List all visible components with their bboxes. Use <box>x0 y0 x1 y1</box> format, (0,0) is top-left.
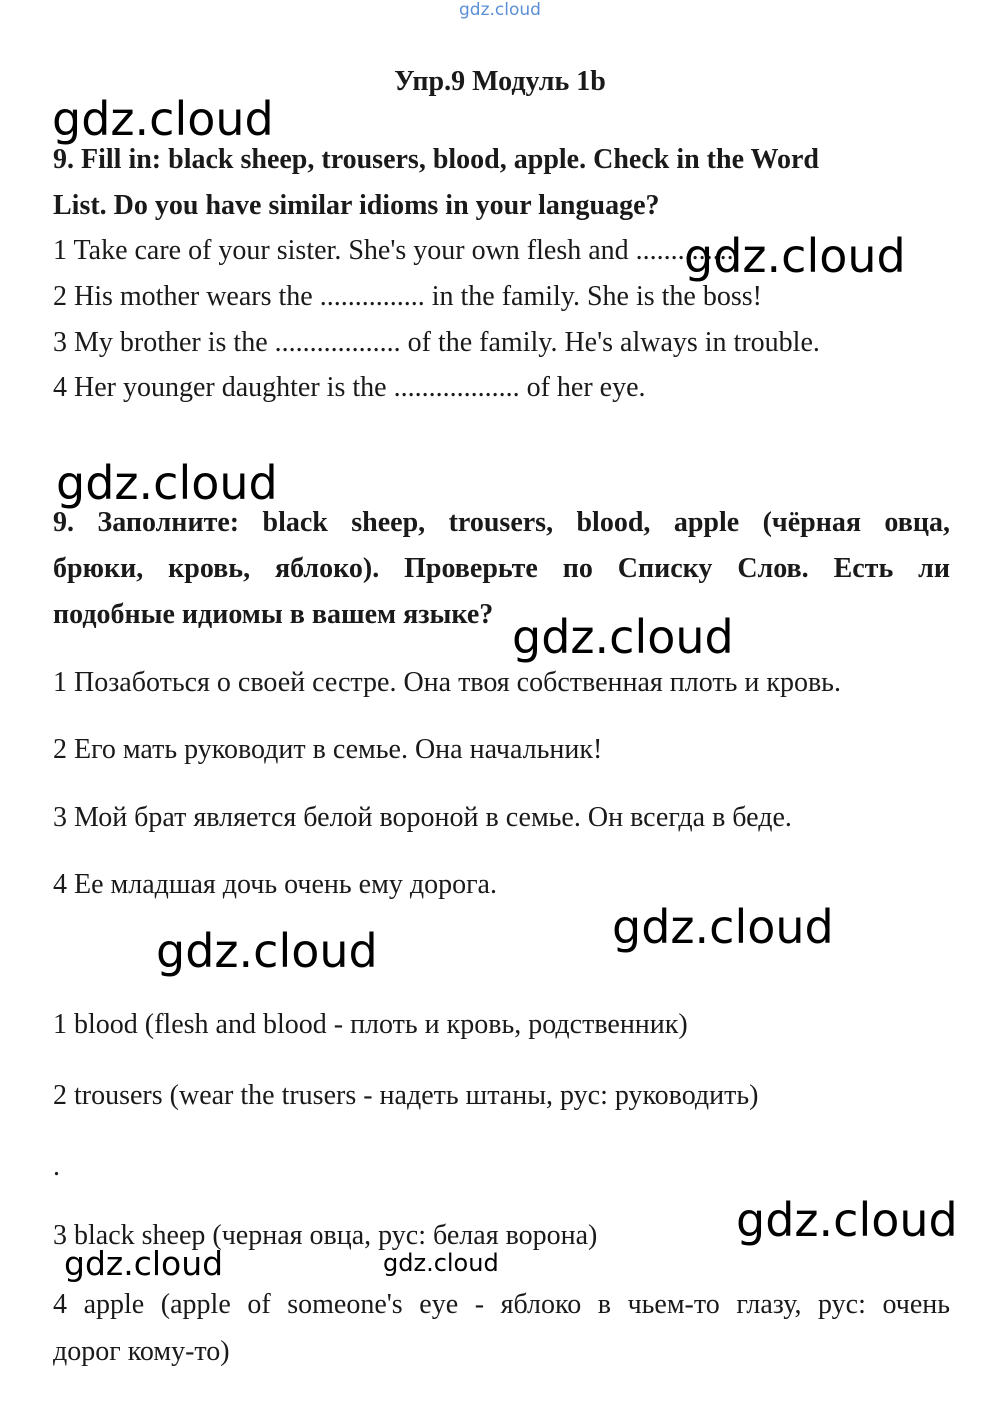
watermark: gdz.cloud <box>52 92 274 146</box>
page-title: Упр.9 Модуль 1b <box>394 66 606 97</box>
russian-item-1: 1 Позаботься о своей сестре. Она твоя собственная плоть и кровь. <box>53 667 841 698</box>
english-item-3: 3 My brother is the .................. of the family. He's always in trouble. <box>53 327 820 358</box>
english-instruction-line1: 9. Fill in: black sheep, trousers, blood, apple. Check in the Word <box>53 144 819 175</box>
watermark: gdz.cloud <box>684 229 906 283</box>
russian-instruction-line2: брюки, кровь, яблоко). Проверьте по Списку Слов. Есть ли <box>53 553 950 584</box>
russian-item-3: 3 Мой брат является белой вороной в семье. Он всегда в беде. <box>53 802 792 833</box>
watermark: gdz.cloud <box>156 924 378 978</box>
english-instruction-line2: List. Do you have similar idioms in your language? <box>53 190 660 221</box>
watermark: gdz.cloud <box>383 1249 499 1277</box>
answer-4-line2: дорог кому-то) <box>53 1336 230 1367</box>
russian-instruction-line1: 9. Заполните: black sheep, trousers, blood, apple (чёрная овца, <box>53 507 950 538</box>
answer-1: 1 blood (flesh and blood - плоть и кровь, родственник) <box>53 1009 688 1040</box>
watermark: gdz.cloud <box>512 610 734 664</box>
watermark: gdz.cloud <box>612 900 834 954</box>
english-item-1: 1 Take care of your sister. She's your own flesh and .............. <box>53 235 734 266</box>
russian-instruction-line3: подобные идиомы в вашем языке? <box>53 599 494 630</box>
russian-item-2: 2 Его мать руководит в семье. Она начальник! <box>53 734 603 765</box>
answer-dot: . <box>53 1151 60 1182</box>
answer-3: 3 black sheep (черная овца, рус: белая ворона) <box>53 1220 598 1251</box>
watermark: gdz.cloud <box>64 1244 224 1283</box>
russian-item-4: 4 Ее младшая дочь очень ему дорога. <box>53 869 497 900</box>
answer-2: 2 trousers (wear the trusers - надеть штаны, рус: руководить) <box>53 1080 759 1111</box>
watermark: gdz.cloud <box>56 456 278 510</box>
answer-4-line1: 4 apple (apple of someone's eye - яблоко в чьем-то глазу, рус: очень <box>53 1289 950 1320</box>
watermark: gdz.cloud <box>736 1193 958 1247</box>
english-item-2: 2 His mother wears the ............... in the family. She is the boss! <box>53 281 762 312</box>
english-item-4: 4 Her younger daughter is the .................. of her eye. <box>53 372 646 403</box>
top-watermark: gdz.cloud <box>459 0 541 20</box>
